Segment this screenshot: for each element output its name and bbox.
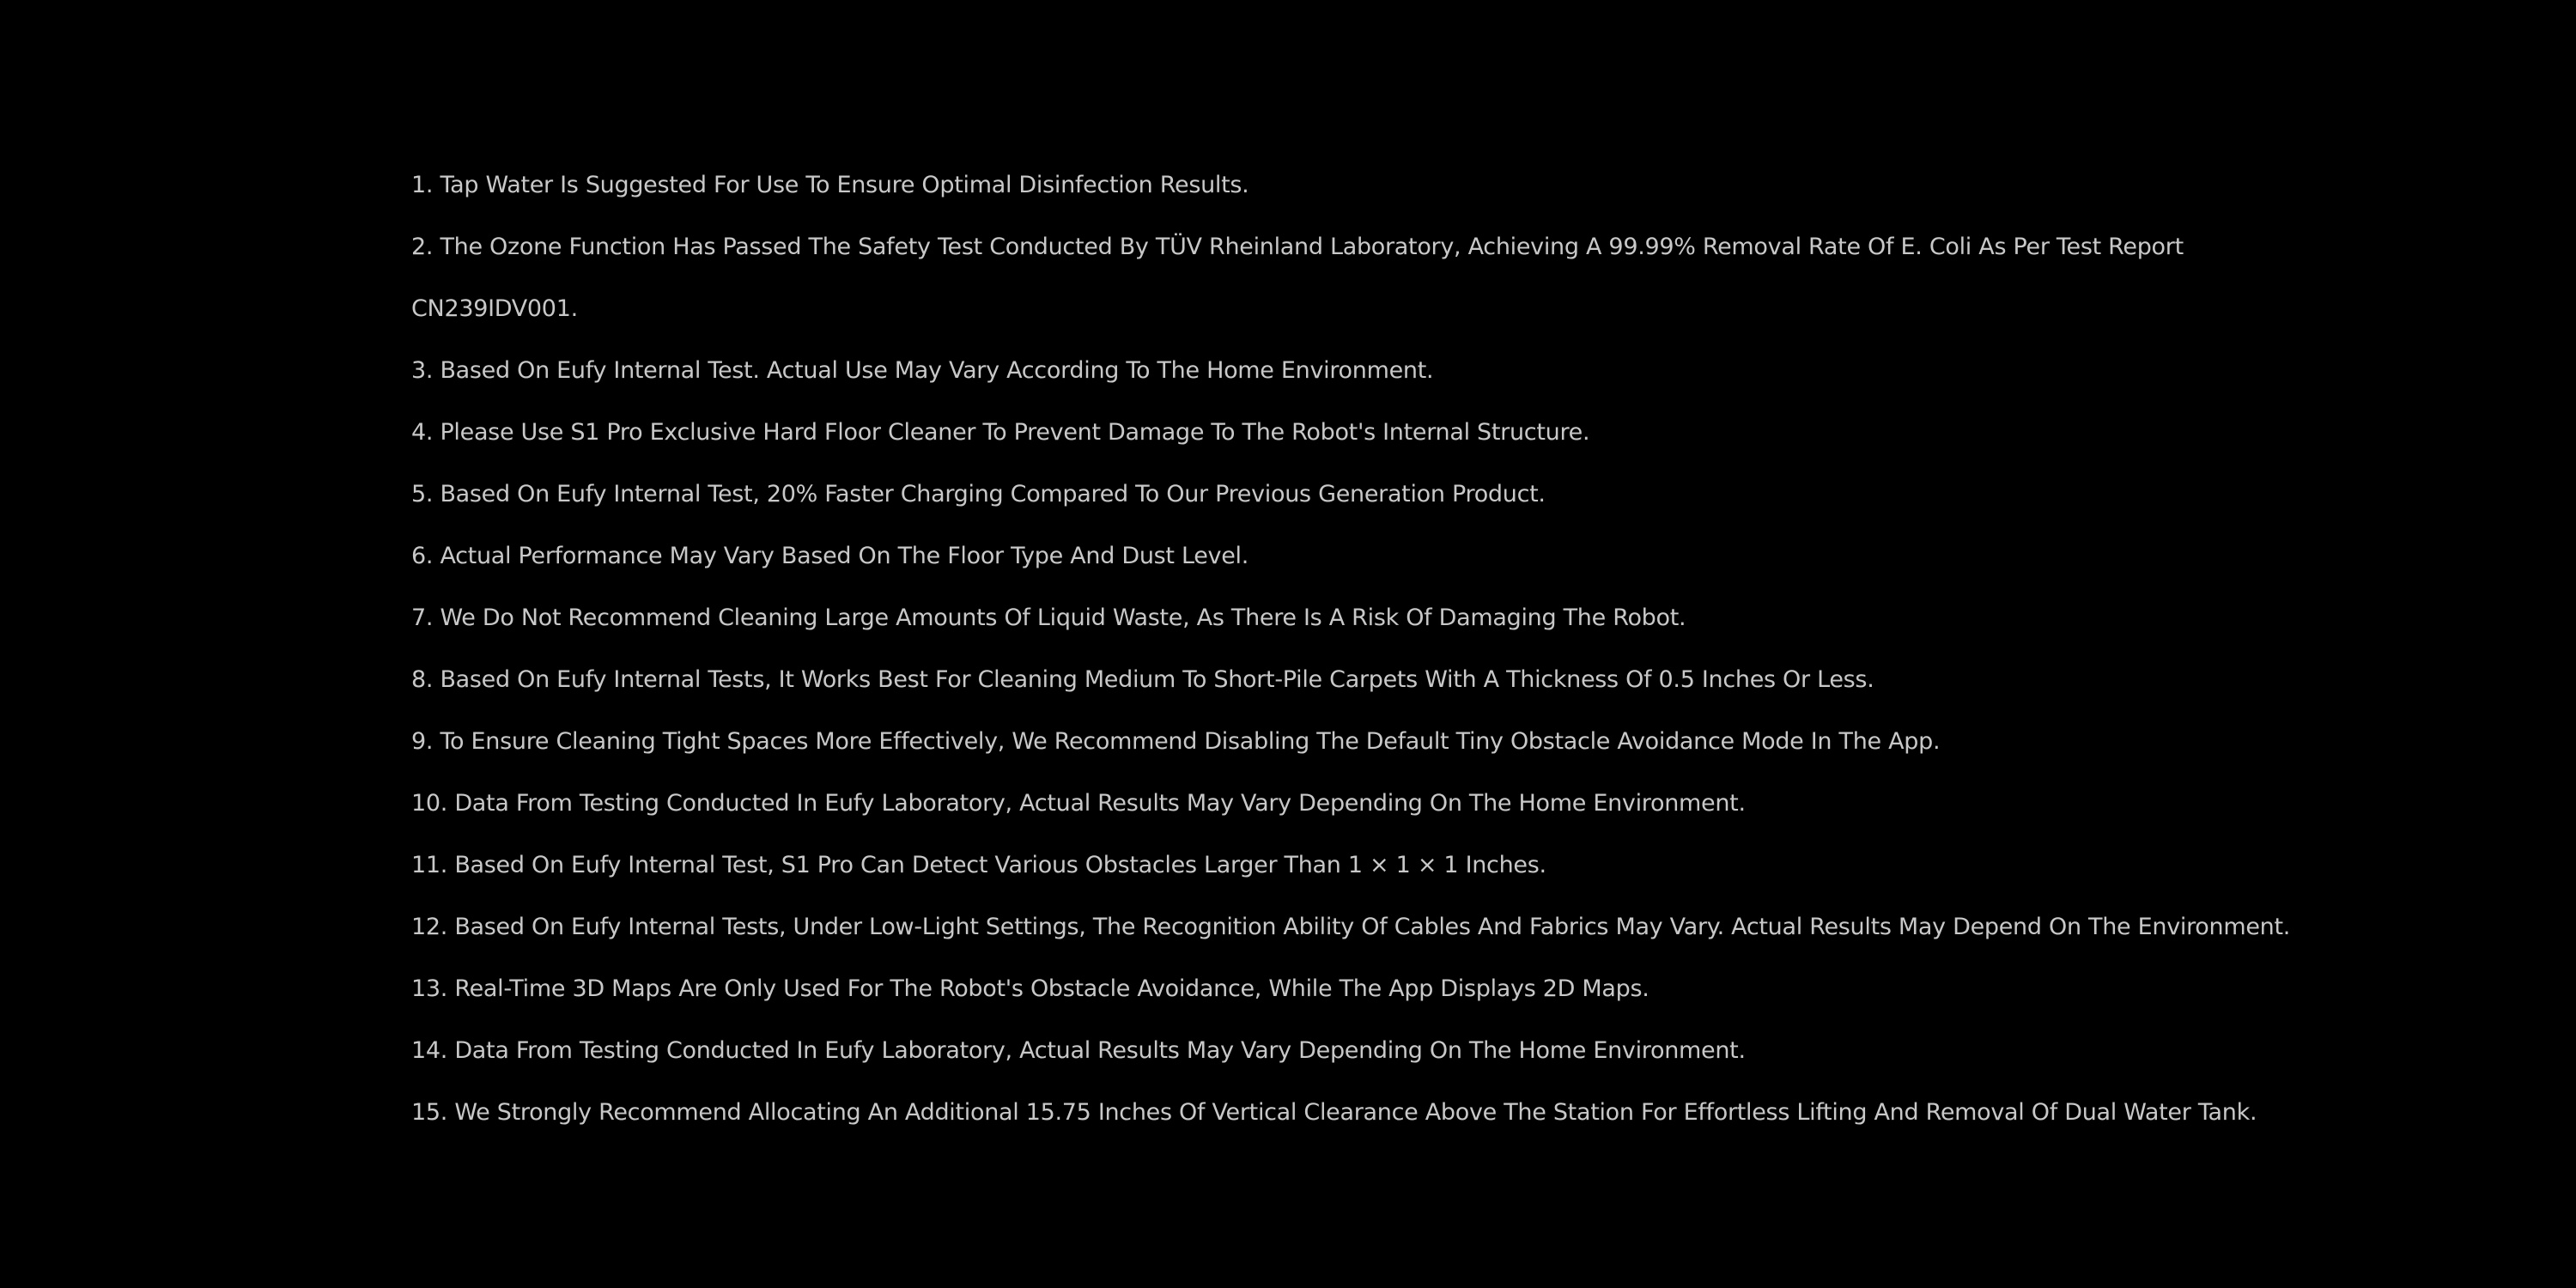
footnote-2: 2. The Ozone Function Has Passed The Safety Test Conducted By TÜV Rheinland Laboratory, Achieving A 99.99% Removal Rate Of E. Coli As Per Test Report [411, 234, 2184, 260]
footnote-11: 11. Based On Eufy Internal Test, S1 Pro Can Detect Various Obstacles Larger Than 1 × 1 × 1 Inches. [411, 852, 1546, 878]
footnote-8: 8. Based On Eufy Internal Tests, It Works Best For Cleaning Medium To Short-Pile Carpets With A Thickness Of 0.5 Inches Or Less. [411, 666, 1874, 693]
footnote-13: 13. Real-Time 3D Maps Are Only Used For The Robot's Obstacle Avoidance, While The App Displays 2D Maps. [411, 975, 1649, 1002]
footnote-3: 3. Based On Eufy Internal Test. Actual Use May Vary According To The Home Environment. [411, 357, 1434, 384]
footnote-12: 12. Based On Eufy Internal Tests, Under Low-Light Settings, The Recognition Ability Of Cables And Fabrics May Vary. Actual Results May Depend On The Environment. [411, 914, 2291, 940]
footnote-6: 6. Actual Performance May Vary Based On The Floor Type And Dust Level. [411, 543, 1249, 569]
footnote-14: 14. Data From Testing Conducted In Eufy Laboratory, Actual Results May Vary Depending On The Home Environment. [411, 1037, 1746, 1064]
footnote-4: 4. Please Use S1 Pro Exclusive Hard Floor Cleaner To Prevent Damage To The Robot's Internal Structure. [411, 419, 1590, 446]
footnote-5: 5. Based On Eufy Internal Test, 20% Faster Charging Compared To Our Previous Generation Product. [411, 481, 1546, 507]
footnote-10: 10. Data From Testing Conducted In Eufy Laboratory, Actual Results May Vary Depending On The Home Environment. [411, 790, 1746, 817]
footnotes-list [411, 155, 2386, 1144]
footnote-7: 7. We Do Not Recommend Cleaning Large Amounts Of Liquid Waste, As There Is A Risk Of Damaging The Robot. [411, 605, 1686, 631]
footnote-1: 1. Tap Water Is Suggested For Use To Ensure Optimal Disinfection Results. [411, 172, 1249, 198]
footnote-2-continued: CN239IDV001. [411, 295, 578, 322]
footnote-15: 15. We Strongly Recommend Allocating An Additional 15.75 Inches Of Vertical Clearance Above The Station For Effortless Lifting And Removal Of Dual Water Tank. [411, 1099, 2257, 1126]
footnote-9: 9. To Ensure Cleaning Tight Spaces More Effectively, We Recommend Disabling The Default Tiny Obstacle Avoidance Mode In The App. [411, 728, 1941, 755]
